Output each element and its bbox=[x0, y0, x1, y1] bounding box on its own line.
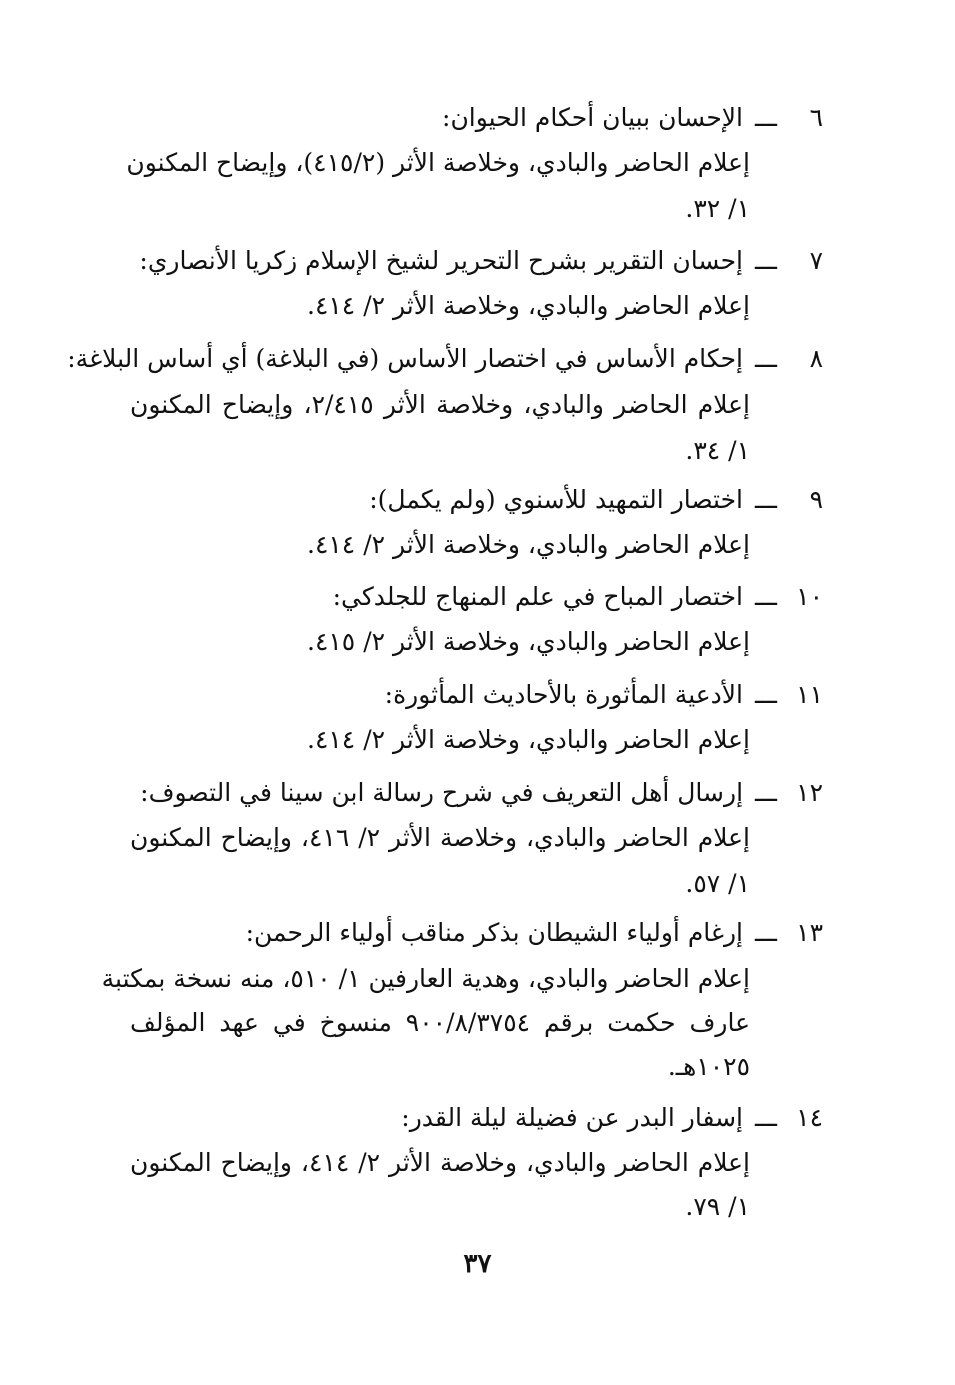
page-number: ٣٧ bbox=[463, 1249, 492, 1279]
entry-title: إرسال أهل التعريف في شرح رسالة ابن سينا في التصوف: bbox=[140, 778, 744, 807]
entry-dash: ـــ bbox=[755, 582, 777, 611]
entry-title-line bbox=[132, 672, 823, 718]
entry-reference-line: إعلام الحاضر والبادي، وهدية العارفين ١/ ٥١٠، منه نسخة بمكتبة bbox=[101, 964, 750, 993]
entry-title-line bbox=[132, 574, 823, 620]
entry-number: ٩ bbox=[809, 485, 823, 514]
entry-reference-line: ١٠٢٥هـ. bbox=[667, 1052, 750, 1081]
entry-number: ١٠ bbox=[796, 582, 823, 611]
entry-dash: ـــ bbox=[755, 918, 777, 947]
entry-dash: ـــ bbox=[755, 246, 777, 275]
entry-reference-line: إعلام الحاضر والبادي، وخلاصة الأثر ٢/ ٤١٤، وإيضاح المكنون bbox=[130, 1148, 750, 1177]
entry-title-line bbox=[132, 1095, 823, 1141]
entry-dash: ـــ bbox=[755, 485, 777, 514]
entry-reference-line: إعلام الحاضر والبادي، وخلاصة الأثر ٢/ ٤١٤. bbox=[307, 725, 750, 754]
entry-dash: ـــ bbox=[755, 778, 777, 807]
entry-reference-line: ١/ ٣٢. bbox=[685, 194, 750, 223]
entry-title: إحسان التقرير بشرح التحرير لشيخ الإسلام زكريا الأنصاري: bbox=[139, 246, 744, 275]
entry-reference-line: إعلام الحاضر والبادي، وخلاصة الأثر (٤١٥/٢)، وإيضاح المكنون bbox=[126, 148, 750, 177]
entry-title-line bbox=[132, 238, 823, 284]
entry-reference-line: إعلام الحاضر والبادي، وخلاصة الأثر ٢/٤١٥، وإيضاح المكنون bbox=[130, 390, 750, 419]
entry-dash: ـــ bbox=[755, 344, 777, 373]
entry-reference-line: ١/ ٥٧. bbox=[685, 869, 750, 898]
entry-title: اختصار المباح في علم المنهاج للجلدكي: bbox=[332, 582, 744, 611]
entry-title: إسفار البدر عن فضيلة ليلة القدر: bbox=[401, 1103, 744, 1132]
entry-reference-line: إعلام الحاضر والبادي، وخلاصة الأثر ٢/ ٤١٥. bbox=[307, 627, 750, 656]
entry-number: ٧ bbox=[809, 246, 823, 275]
entry-dash: ـــ bbox=[755, 103, 777, 132]
entry-title-line bbox=[67, 336, 823, 382]
entry-number: ١٣ bbox=[796, 918, 823, 947]
entry-number: ١١ bbox=[796, 680, 823, 709]
entry-number: ١٤ bbox=[796, 1103, 823, 1132]
entry-dash: ـــ bbox=[755, 680, 777, 709]
entry-number: ١٢ bbox=[796, 778, 823, 807]
entry-dash: ـــ bbox=[755, 1103, 777, 1132]
entry-title: إرغام أولياء الشيطان بذكر مناقب أولياء الرحمن: bbox=[245, 918, 744, 947]
entry-title: الإحسان ببيان أحكام الحيوان: bbox=[442, 103, 744, 132]
entry-number: ٨ bbox=[809, 344, 823, 373]
entry-reference-line: إعلام الحاضر والبادي، وخلاصة الأثر ٢/ ٤١٤. bbox=[307, 291, 750, 320]
entry-reference-line: ١/ ٣٤. bbox=[685, 436, 750, 465]
entry-reference-line: عارف حكمت برقم ٩٠٠/٨/٣٧٥٤ منسوخ في عهد المؤلف bbox=[130, 1008, 750, 1037]
entry-title-line bbox=[132, 95, 823, 141]
entry-title-line bbox=[132, 770, 823, 816]
entry-title: إحكام الأساس في اختصار الأساس (في البلاغة) أي أساس البلاغة: bbox=[67, 344, 744, 373]
entry-number: ٦ bbox=[809, 103, 823, 132]
entry-title: اختصار التمهيد للأسنوي (ولم يكمل): bbox=[369, 485, 744, 514]
entry-reference-line: إعلام الحاضر والبادي، وخلاصة الأثر ٢/ ٤١٤. bbox=[307, 530, 750, 559]
entry-reference-line: ١/ ٧٩. bbox=[685, 1192, 750, 1221]
entry-title-line bbox=[132, 910, 823, 956]
entry-reference-line: إعلام الحاضر والبادي، وخلاصة الأثر ٢/ ٤١٦، وإيضاح المكنون bbox=[130, 823, 750, 852]
entry-title: الأدعية المأثورة بالأحاديث المأثورة: bbox=[384, 680, 744, 709]
entry-title-line bbox=[132, 477, 823, 523]
